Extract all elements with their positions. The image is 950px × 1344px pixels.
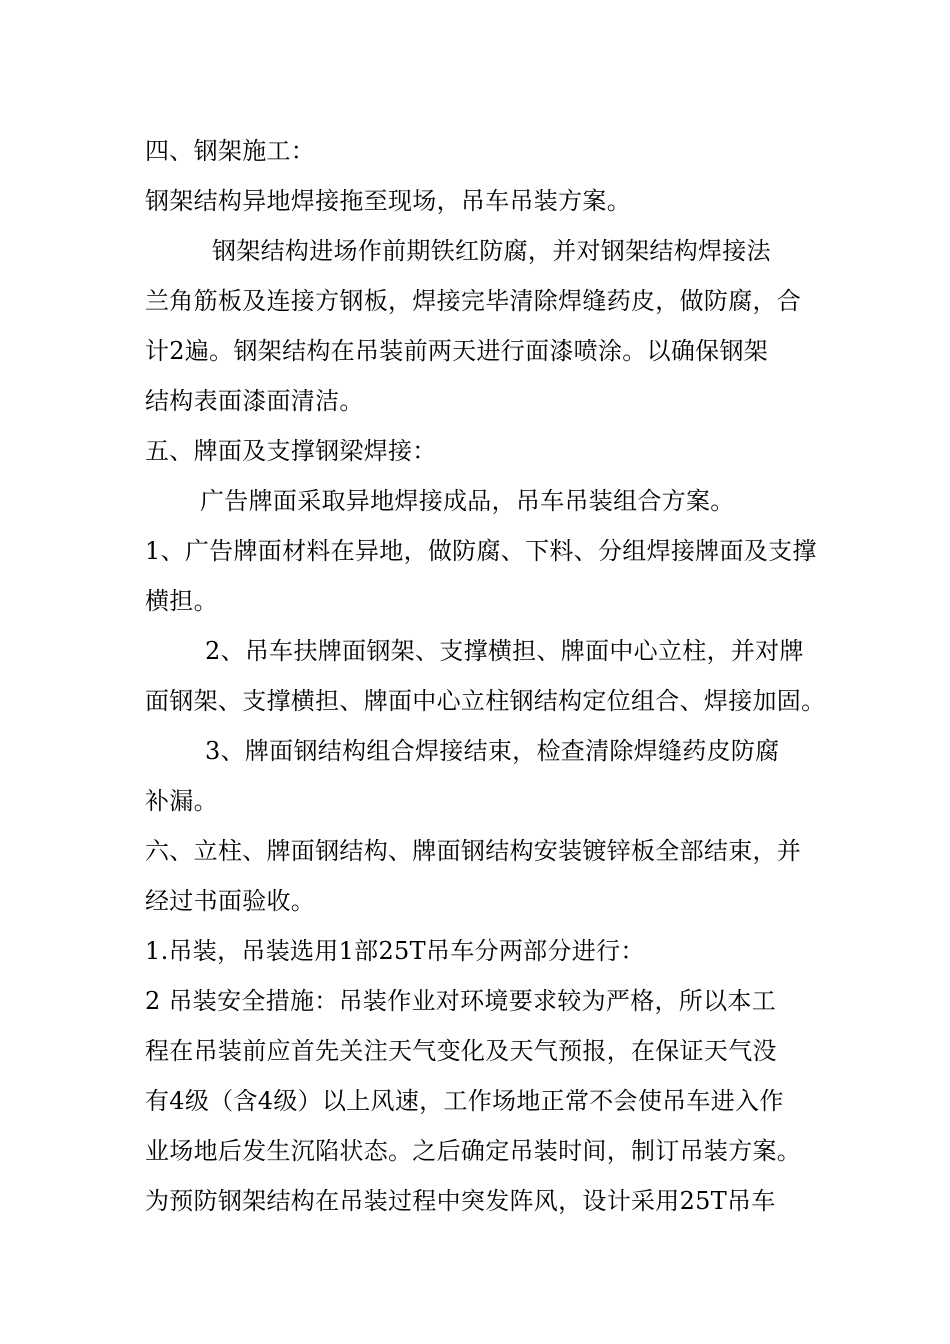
section-heading-acceptance: 六、立柱、牌面钢结构、牌面钢结构安装镀锌板全部结束，并 [145,837,802,865]
list-item-3: 3、牌面钢结构组合焊接结束，检查清除焊缝药皮防腐 [205,737,780,765]
paragraph-line: 结构表面漆面清洁。 [145,387,364,415]
paragraph-line: 广告牌面采取异地焊接成品，吊车吊装组合方案。 [200,487,735,515]
paragraph-line: 面钢架、支撑横担、牌面中心立柱钢结构定位组合、焊接加固。 [145,687,826,715]
paragraph-line: 程在吊装前应首先关注天气变化及天气预报，在保证天气没 [145,1037,777,1065]
numbered-item-hoisting: 1.吊装，吊装选用1部25T吊车分两部分进行： [145,937,645,965]
list-item-1: 1、广告牌面材料在异地，做防腐、下料、分组焊接牌面及支撑 [145,537,817,565]
numbered-item-safety: 2 吊装安全措施：吊装作业对环境要求较为严格，所以本工 [145,987,776,1015]
paragraph-line: 计2遍。钢架结构在吊装前两天进行面漆喷涂。以确保钢架 [145,337,769,365]
paragraph-line: 为预防钢架结构在吊装过程中突发阵风，设计采用25T吊车 [145,1187,776,1215]
section-heading-steel-frame: 四、钢架施工： [145,137,316,165]
paragraph-line: 补漏。 [145,787,218,815]
paragraph-line: 钢架结构异地焊接拖至现场，吊车吊装方案。 [145,187,631,215]
section-heading-sign-face: 五、牌面及支撑钢梁焊接： [145,437,437,465]
paragraph-line: 钢架结构进场作前期铁红防腐，并对钢架结构焊接法 [212,237,771,265]
paragraph-line: 业场地后发生沉陷状态。之后确定吊装时间，制订吊装方案。 [145,1137,802,1165]
paragraph-line: 经过书面验收。 [145,887,316,915]
paragraph-line: 横担。 [145,587,218,615]
paragraph-line: 兰角筋板及连接方钢板，焊接完毕清除焊缝药皮，做防腐，合 [145,287,802,315]
list-item-2: 2、吊车扶牌面钢架、支撑横担、牌面中心立柱，并对牌 [205,637,804,665]
paragraph-line: 有4级（含4级）以上风速，工作场地正常不会使吊车进入作 [145,1087,784,1115]
